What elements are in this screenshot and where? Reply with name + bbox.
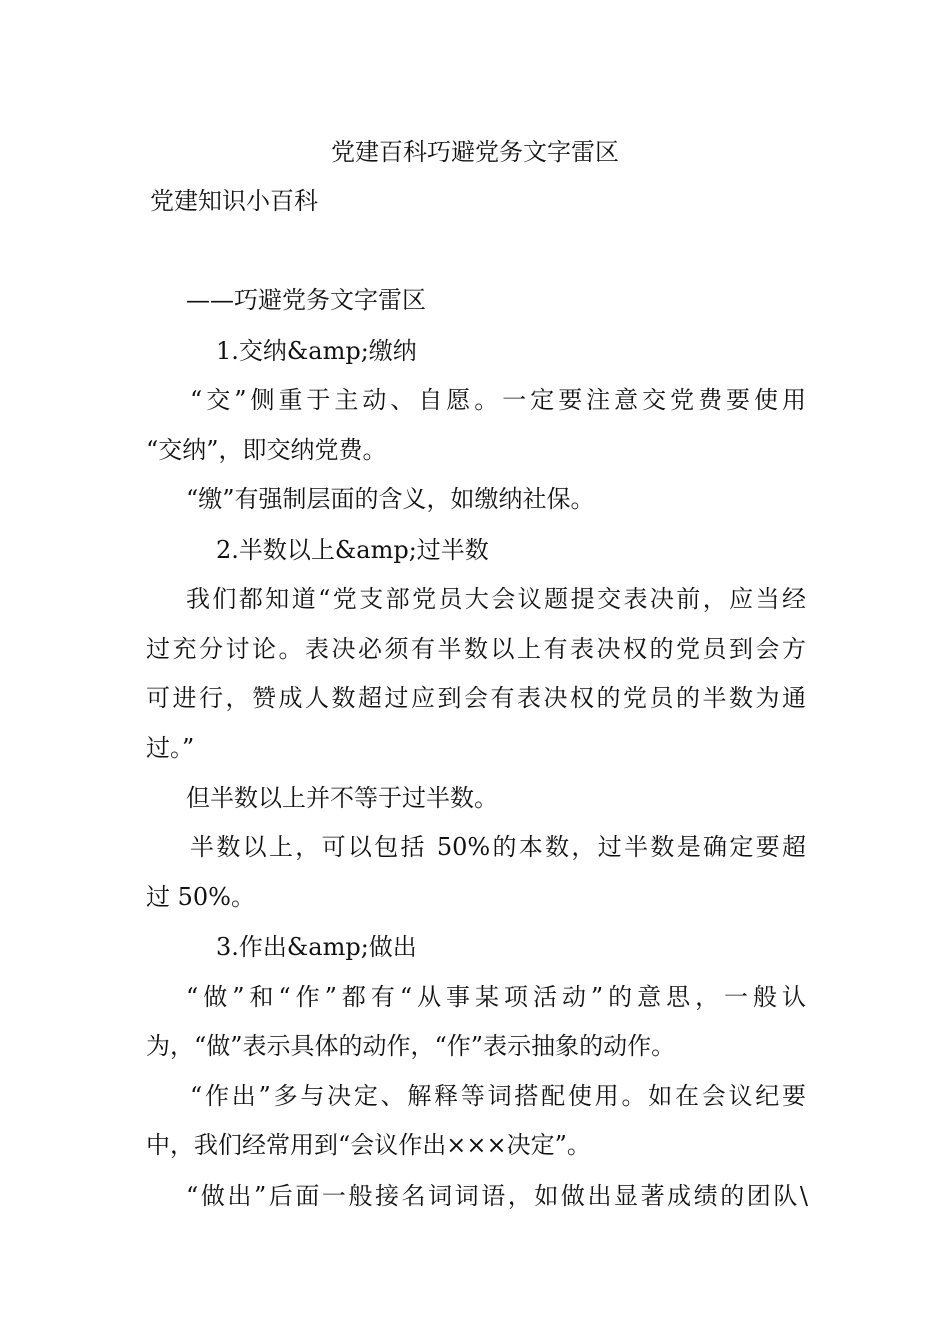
section-heading-3: 3.作出&amp;做出 — [216, 933, 417, 961]
paragraph-line: 半数以上，可以包括 50%的本数，过半数是确定要超 — [190, 833, 806, 861]
paragraph-line: 过 50%。 — [146, 883, 255, 911]
section-subheading: ——巧避党务文字雷区 — [186, 286, 426, 314]
paragraph-line: 我们都知道“党支部党员大会议题提交表决前，应当经 — [186, 585, 806, 613]
document-subtitle: 党建知识小百科 — [150, 187, 318, 215]
paragraph-line: “缴”有强制层面的含义，如缴纳社保。 — [186, 485, 595, 513]
document-title: 党建百科巧避党务文字雷区 — [331, 138, 619, 166]
paragraph-line: 过。” — [146, 734, 195, 762]
paragraph-line: “交”侧重于主动、自愿。一定要注意交党费要使用 — [190, 386, 806, 414]
paragraph-line: 为，“做”表示具体的动作，“作”表示抽象的动作。 — [146, 1032, 676, 1060]
paragraph-line: 中，我们经常用到“会议作出×××决定”。 — [146, 1131, 591, 1159]
paragraph-line: “做”和“作”都有“从事某项活动”的意思，一般认 — [186, 983, 806, 1011]
paragraph-line: 可进行，赞成人数超过应到会有表决权的党员的半数为通 — [146, 684, 806, 712]
paragraph-line: “做出”后面一般接名词词语，如做出显著成绩的团队\ — [186, 1182, 808, 1210]
section-heading-1: 1.交纳&amp;缴纳 — [216, 337, 417, 365]
section-heading-2: 2.半数以上&amp;过半数 — [216, 536, 489, 564]
paragraph-line: 但半数以上并不等于过半数。 — [186, 784, 498, 812]
paragraph-line: “交纳”，即交纳党费。 — [146, 436, 387, 464]
paragraph-line: 过充分讨论。表决必须有半数以上有表决权的党员到会方 — [146, 635, 806, 663]
paragraph-line: “作出”多与决定、解释等词搭配使用。如在会议纪要 — [190, 1082, 806, 1110]
